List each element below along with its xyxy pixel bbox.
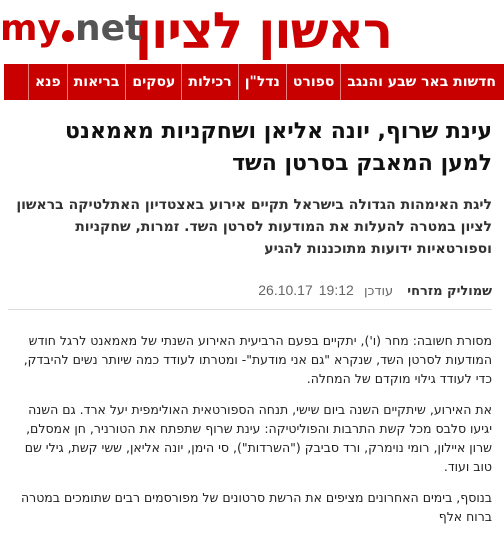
logo-net-text: net <box>74 8 143 49</box>
article-body <box>8 331 492 538</box>
byline-divider <box>8 309 492 310</box>
nav-item-leisure[interactable]: פנא <box>28 64 67 100</box>
publish-time: 19:12 <box>318 282 354 298</box>
mynet-logo[interactable] <box>0 6 143 52</box>
article-paragraph: מסורת חשובה: מחר (ו'), יתקיים בפעם הרביעית האירוע השנתי של מאמאנט לרגל חודש המודעות לסרטן השד, שנקרא "גם אני מודעת"- ומטרתו לעודד כמה שיותר נשים להיבדק, כדי לעודד גילוי מוקדם של המחלה. <box>23 333 492 386</box>
article-byline <box>8 281 492 299</box>
publish-date: 26.10.17 <box>258 282 313 298</box>
article-paragraph: את האירוע, שיתקיים השנה ביום שישי, תנחה הספורטאית האולימפית יעל ארד. גם השנה יגיעו סלבס מכל קשת התרבות והפוליטיקה: עינת שרוף שתפתח את הטורניר, חן אמסלם, שרון איילון, רומי נוימרק, ורד סביבק ("השרדות"), סי הימן, יונה אליאן, ששי קשת, גילי שם טוב ועוד. <box>24 402 492 474</box>
nav-item-beer-sheva-news[interactable]: חדשות באר שבע והנגב <box>340 64 504 100</box>
nav-item-health[interactable]: בריאות <box>67 64 126 100</box>
site-title[interactable]: ראשון לציון <box>134 2 392 60</box>
article-subhead: ליגת האימהות הגדולה בישראל תקיים אירוע באצטדיון האתלטיקה בראשון לציון במטרה להעלות את המודעות לסרטן השד. זמרות, שחקניות וספורטאיות ידועות מתוכננות להגיע <box>16 197 492 257</box>
nav-item-sport[interactable]: ספורט <box>286 64 340 100</box>
nav-item-business[interactable]: עסקים <box>125 64 181 100</box>
updated-label: עודכן <box>363 284 394 299</box>
nav-item-gossip[interactable]: רכילות <box>181 64 237 100</box>
author-name[interactable]: שמוליק מזרחי <box>407 284 492 299</box>
logo-dot-icon <box>62 30 74 42</box>
article-headline: עינת שרוף, יונה אליאן ושחקניות מאמאנט למען המאבק בסרטן השד <box>65 119 492 176</box>
article-paragraph: בנוסף, בימים האחרונים מציפים את הרשת סרטונים של מפורסמים רבים שתומכים במטרה ברוח אלף <box>20 490 492 524</box>
main-nav <box>4 64 504 100</box>
site-header <box>0 0 504 62</box>
nav-item-real-estate[interactable]: נדל"ן <box>238 64 286 100</box>
logo-my-text: my <box>0 8 61 49</box>
